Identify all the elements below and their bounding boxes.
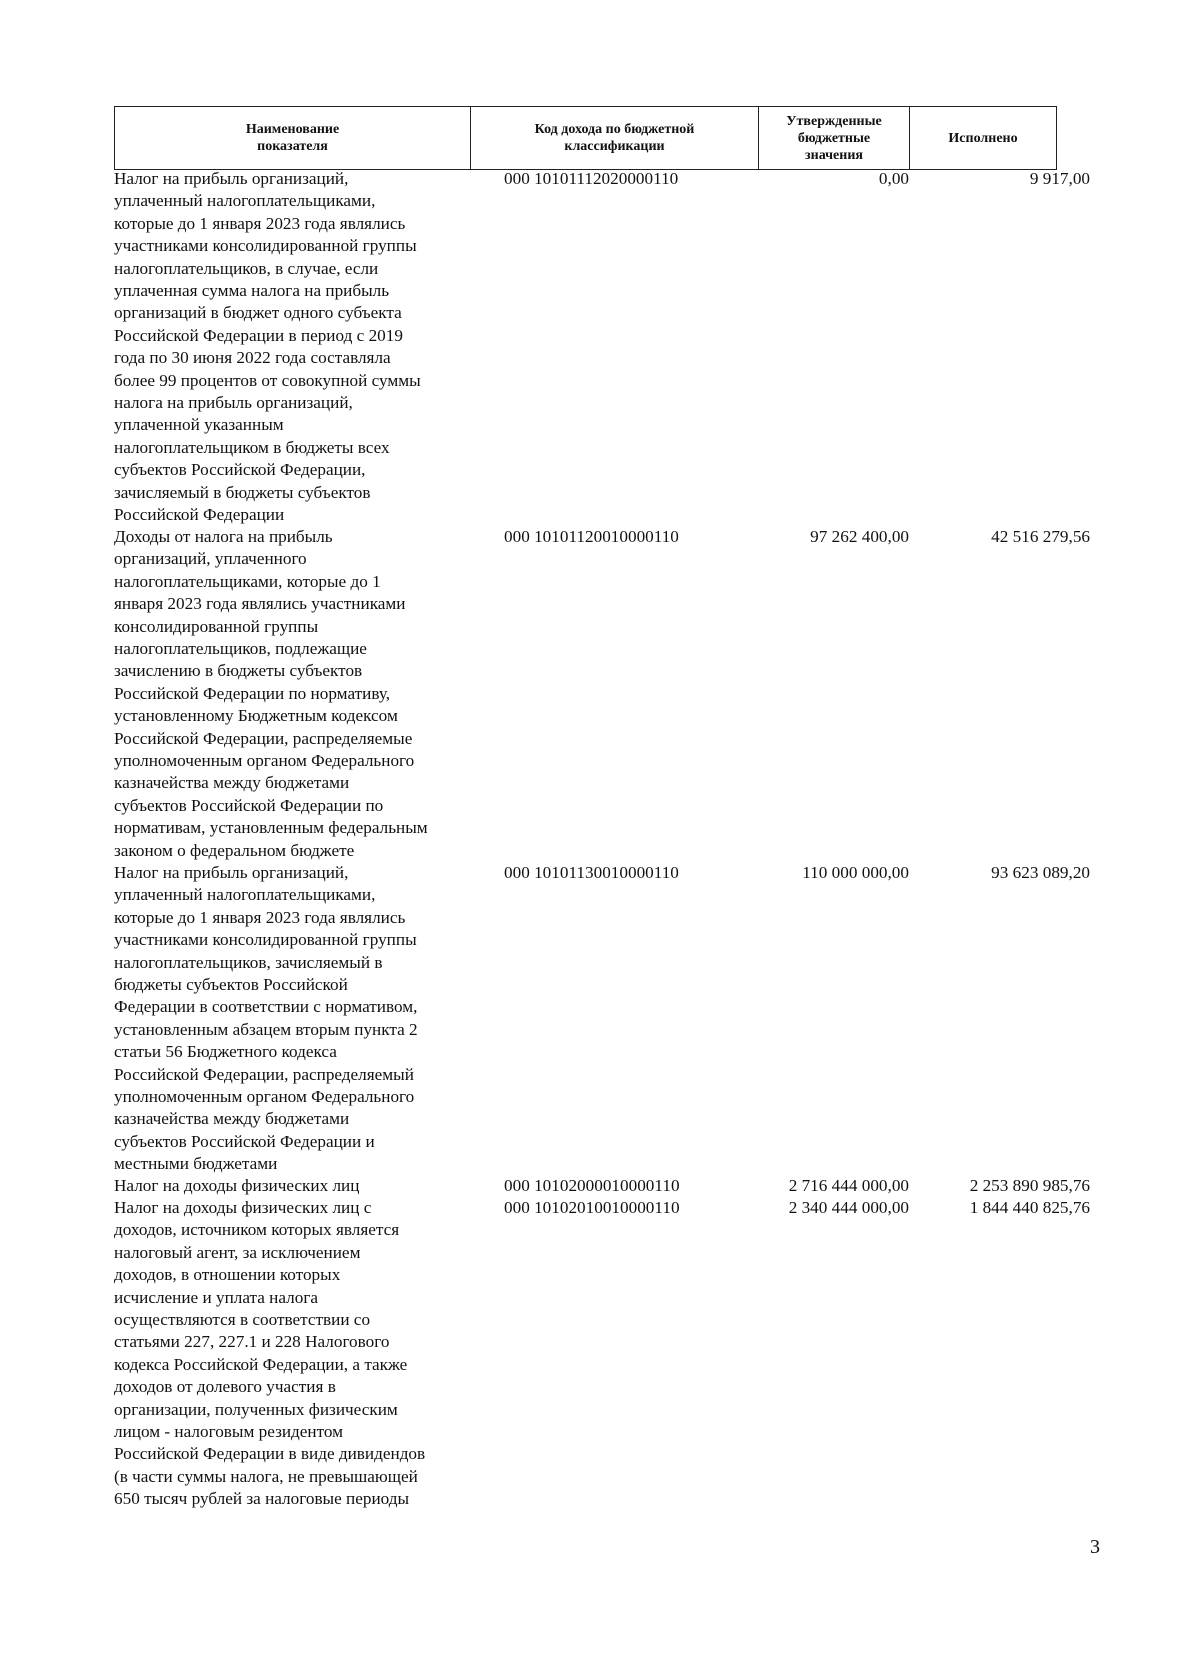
table-header [114, 106, 1057, 170]
row-code: 000 10102010010000110 [504, 1198, 680, 1217]
row-executed: 9 917,00 [1029, 169, 1090, 188]
row-code: 000 10101112020000110 [504, 169, 679, 188]
row-approved: 0,00 [878, 169, 909, 188]
row-executed: 2 253 890 985,76 [969, 1176, 1090, 1195]
row-approved: 2 340 444 000,00 [788, 1198, 909, 1217]
header-executed: Исполнено [948, 130, 1018, 146]
header-name: Наименование показателя [115, 107, 471, 169]
row-name: Доходы от налога на прибыль организаций, уплаченного налогоплательщиками, которые до 1 января 2023 года являлись участниками консолидированной группы налогоплательщиков, подлежащие зачислению в бюджеты субъектов Российской Федерации по нормативу, установленному Бюджетным кодексом Российской Федерации, распределяемые уполномоченным органом Федерального казначейства между бюджетами субъектов Российской Федерации по нормативам, установленным федеральным законом о федеральном бюджете [114, 527, 428, 860]
row-name: Налог на прибыль организаций, уплаченный налогоплательщиками, которые до 1 января 2023 года являлись участниками консолидированной группы налогоплательщиков, в случае, если уплаченная сумма налога на прибыль организаций в бюджет одного субъекта Российской Федерации в период с 2019 года по 30 июня 2022 года составляла более 99 процентов от совокупной суммы налога на прибыль организаций, уплаченной указанным налогоплательщиком в бюджеты всех субъектов Российской Федерации, зачисляемый в бюджеты субъектов Российской Федерации [114, 169, 421, 525]
row-code: 000 10102000010000110 [504, 1176, 680, 1195]
row-code: 000 10101120010000110 [504, 527, 679, 546]
row-approved: 110 000 000,00 [802, 863, 909, 882]
page-number: 3 [1090, 1536, 1100, 1558]
row-approved: 2 716 444 000,00 [788, 1176, 909, 1195]
header-approved: Утвержденные бюджетные значения [759, 107, 910, 169]
row-name: Налог на прибыль организаций, уплаченный налогоплательщиками, которые до 1 января 2023 года являлись участниками консолидированной группы налогоплательщиков, зачисляемый в бюджеты субъектов Российской Федерации в соответствии с нормативом, установленным абзацем вторым пункта 2 статьи 56 Бюджетного кодекса Российской Федерации, распределяемый уполномоченным органом Федерального казначейства между бюджетами субъектов Российской Федерации и местными бюджетами [114, 863, 418, 1174]
row-executed: 1 844 440 825,76 [969, 1198, 1090, 1217]
row-name: Налог на доходы физических лиц с доходов, источником которых является налоговый агент, за исключением доходов, в отношении которых исчисление и уплата налога осуществляются в соответствии со статьями 227, 227.1 и 228 Налогового кодекса Российской Федерации, а также доходов от долевого участия в организации, полученных физическим лицом - налоговым резидентом Российской Федерации в виде дивидендов (в части суммы налога, не превышающей 650 тысяч рублей за налоговые периоды [114, 1198, 426, 1509]
row-code: 000 10101130010000110 [504, 863, 679, 882]
row-executed: 93 623 089,20 [991, 863, 1090, 882]
row-approved: 97 262 400,00 [810, 527, 909, 546]
header-code: Код дохода по бюджетной классификации [471, 107, 759, 169]
row-name: Налог на доходы физических лиц [114, 1176, 360, 1195]
row-executed: 42 516 279,56 [991, 527, 1090, 546]
